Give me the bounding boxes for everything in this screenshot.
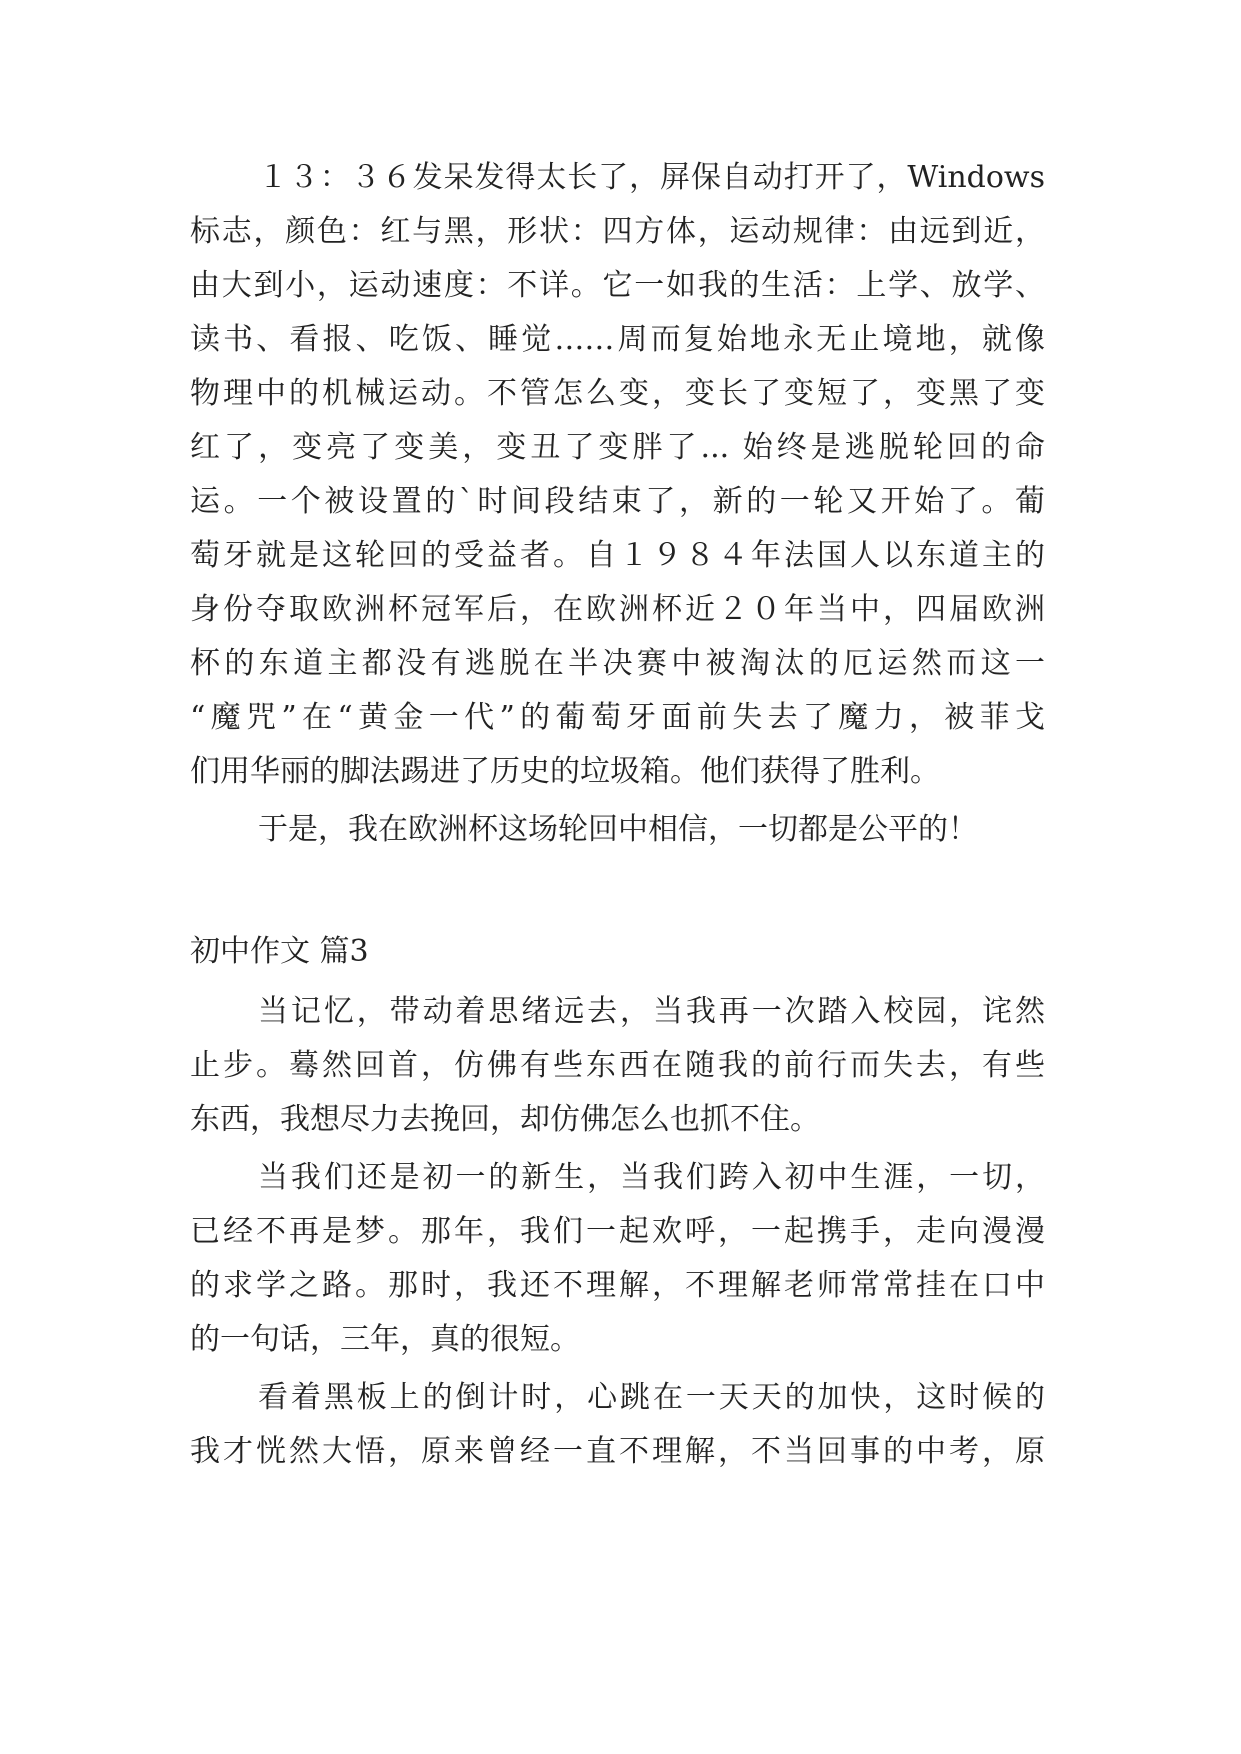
paragraph-line: 运。一个被设置的`时间段结束了，新的一轮又开始了。葡	[190, 484, 1045, 519]
paragraph-line: “魔咒”在“黄金一代”的葡萄牙面前失去了魔力，被菲戈	[190, 700, 1045, 735]
paragraph-line: 红了，变亮了变美，变丑了变胖了... 始终是逃脱轮回的命	[190, 430, 1045, 465]
section-heading: 初中作文 篇3	[190, 934, 369, 969]
paragraph-line: 杯的东道主都没有逃脱在半决赛中被淘汰的厄运然而这一	[190, 646, 1045, 681]
paragraph-line: 当记忆，带动着思绪远去，当我再一次踏入校园，诧然	[258, 994, 1045, 1029]
paragraph-line: 当我们还是初一的新生，当我们跨入初中生涯，一切，	[258, 1160, 1045, 1195]
paragraph-line: 物理中的机械运动。不管怎么变，变长了变短了，变黑了变	[190, 376, 1045, 411]
paragraph-line: 由大到小，运动速度：不详。它一如我的生活：上学、放学、	[190, 268, 1045, 303]
paragraph-line: 止步。蓦然回首，仿佛有些东西在随我的前行而失去，有些	[190, 1048, 1045, 1083]
paragraph-line: 于是，我在欧洲杯这场轮回中相信，一切都是公平的！	[258, 812, 978, 847]
paragraph-line: 们用华丽的脚法踢进了历史的垃圾箱。他们获得了胜利。	[190, 754, 940, 789]
paragraph-line: 萄牙就是这轮回的受益者。自１９８４年法国人以东道主的	[190, 538, 1045, 573]
paragraph-line: 读书、看报、吃饭、睡觉……周而复始地永无止境地，就像	[190, 322, 1045, 357]
paragraph-line: 已经不再是梦。那年，我们一起欢呼，一起携手，走向漫漫	[190, 1214, 1045, 1249]
paragraph-line: 东西，我想尽力去挽回，却仿佛怎么也抓不住。	[190, 1102, 820, 1137]
paragraph-line: 的求学之路。那时，我还不理解，不理解老师常常挂在口中	[190, 1268, 1045, 1303]
paragraph-line: １３：３６发呆发得太长了，屏保自动打开了，Windows	[258, 160, 1045, 195]
paragraph-line: 身份夺取欧洲杯冠军后，在欧洲杯近２０年当中，四届欧洲	[190, 592, 1045, 627]
paragraph-line: 的一句话，三年，真的很短。	[190, 1322, 580, 1357]
paragraph-line: 我才恍然大悟，原来曾经一直不理解，不当回事的中考，原	[190, 1434, 1045, 1469]
paragraph-line: 看着黑板上的倒计时，心跳在一天天的加快，这时候的	[258, 1380, 1045, 1415]
paragraph-line: 标志，颜色：红与黑，形状：四方体，运动规律：由远到近，	[190, 214, 1045, 249]
